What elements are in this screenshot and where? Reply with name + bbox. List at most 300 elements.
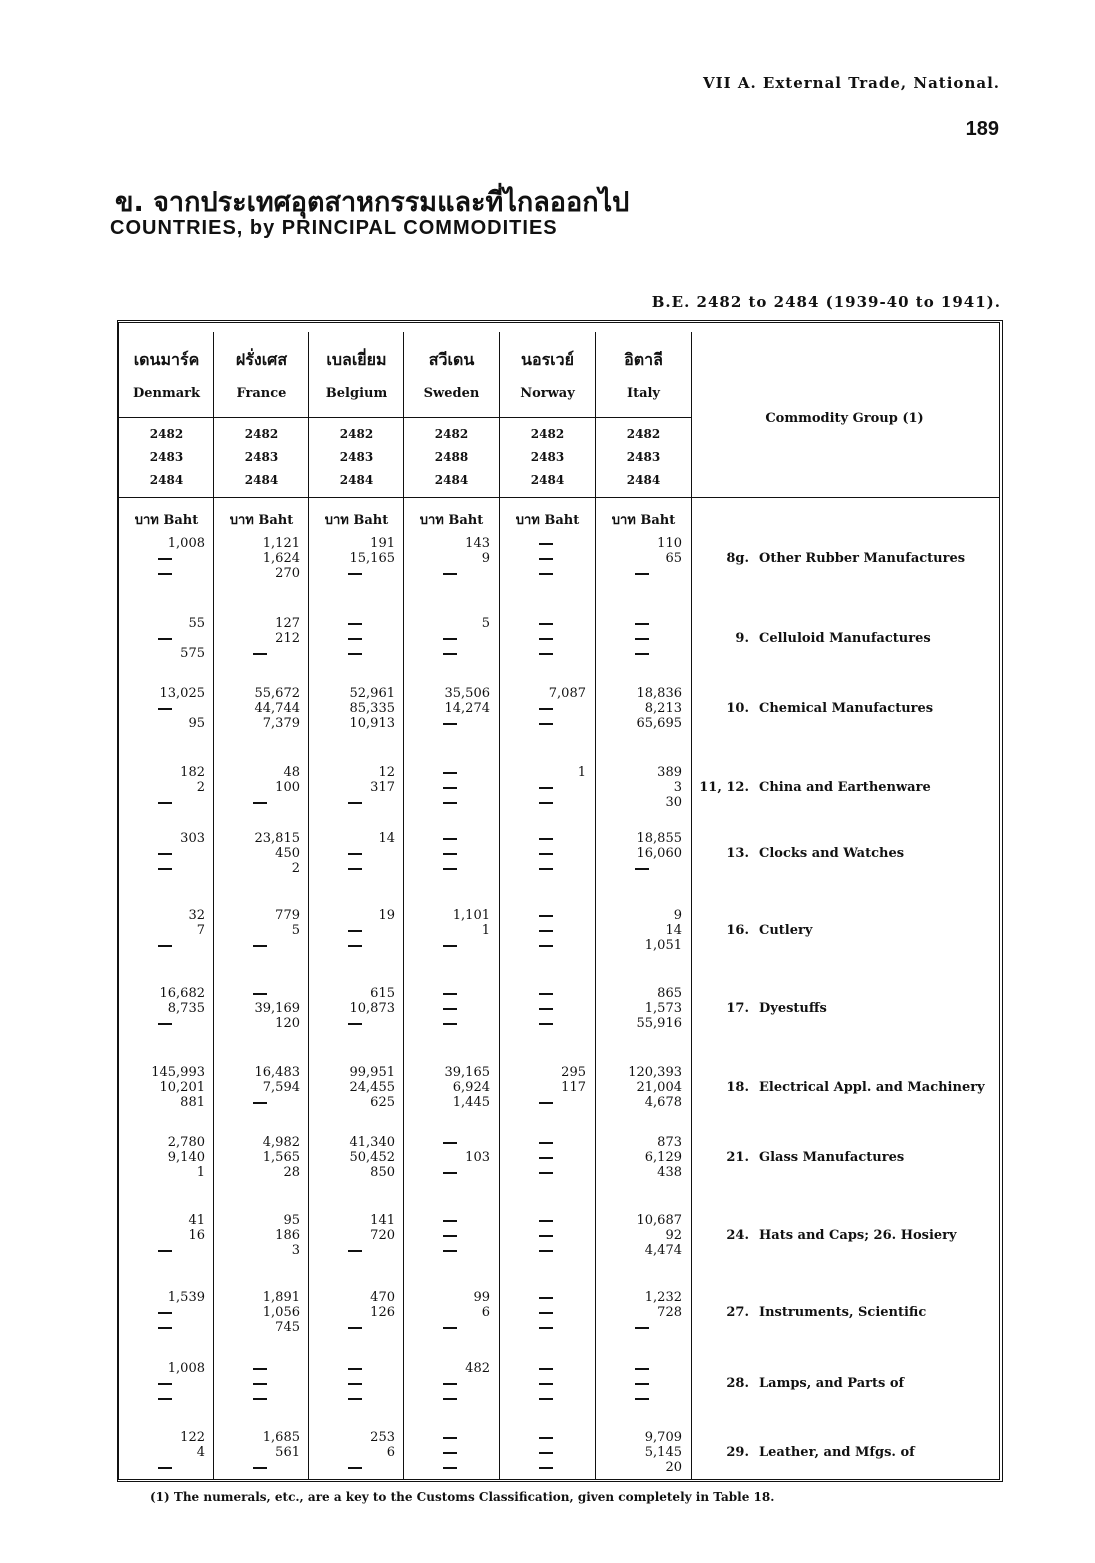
value-line: 303 [180,831,205,846]
value-line: 65,695 [636,716,682,731]
nil-dash [348,1398,362,1400]
value-line [504,566,588,581]
nil-dash [158,853,172,855]
year-label: 2482 [244,427,279,441]
value-line: 438 [657,1165,682,1180]
nil-dash [443,787,457,789]
value-cell [123,686,207,731]
nil-dash [348,945,362,947]
value-line [123,701,207,716]
value-cell [218,986,302,1031]
value-cell [600,1065,684,1110]
value-line: 615 [370,986,395,1001]
country-name-english: Norway [520,386,575,401]
nil-dash [443,1452,457,1454]
commodity-code: 8g. [726,551,749,566]
commodity-label [697,1150,904,1165]
value-line: 1,624 [262,551,300,566]
value-cell [218,686,302,731]
nil-dash [635,653,649,655]
commodity-code: 28. [726,1376,749,1391]
value-line: 253 [370,1430,395,1445]
nil-dash [443,993,457,995]
value-line [123,551,207,566]
commodity-label [697,1445,915,1460]
value-line: 317 [370,780,395,795]
nil-dash [158,802,172,804]
value-line: 389 [657,765,682,780]
commodity-label [697,780,931,795]
value-line: 1,121 [262,536,300,551]
value-line [504,1290,588,1305]
value-cell [504,1135,588,1180]
value-line: 4,982 [262,1135,300,1150]
value-line [504,1228,588,1243]
value-line [504,1150,588,1165]
value-cell [123,765,207,810]
value-line [408,1376,492,1391]
value-line [218,1460,302,1475]
value-cell [123,1135,207,1180]
value-cell [218,1290,302,1335]
nil-dash [158,1467,172,1469]
value-cell [504,616,588,661]
value-line: 55,916 [636,1016,682,1031]
nil-dash [539,945,553,947]
value-cell [408,616,492,661]
value-cell [218,908,302,953]
value-line: 103 [465,1150,490,1165]
nil-dash [539,653,553,655]
title-english: COUNTRIES, by PRINCIPAL COMMODITIES [110,217,558,239]
value-line: 41 [188,1213,205,1228]
nil-dash [635,1368,649,1370]
value-cell [408,1065,492,1110]
value-cell [313,765,397,810]
nil-dash [539,853,553,855]
value-line: 3 [673,780,682,795]
value-line [504,631,588,646]
value-cell [218,616,302,661]
value-cell [123,1430,207,1475]
value-line: 55 [188,616,205,631]
nil-dash [348,573,362,575]
title-thai: ข. จากประเทศอุตสาหกรรมและที่ไกลออกไป [115,187,630,218]
value-cell [408,536,492,581]
commodity-label [697,923,812,938]
value-line: 720 [370,1228,395,1243]
value-line [408,566,492,581]
commodity-code: 24. [726,1228,749,1243]
value-line: 450 [275,846,300,861]
value-cell [504,1290,588,1335]
nil-dash [539,573,553,575]
nil-dash [443,573,457,575]
nil-dash [539,1172,553,1174]
value-line [313,1243,397,1258]
value-line [408,1213,492,1228]
value-line [504,1391,588,1406]
year-label: 2482 [530,427,565,441]
nil-dash [348,930,362,932]
value-cell [600,986,684,1031]
value-line [504,1243,588,1258]
value-line: 110 [657,536,682,551]
nil-dash [539,1102,553,1104]
commodity-label [697,846,904,861]
value-line [313,861,397,876]
value-line [218,646,302,661]
value-line: 16 [188,1228,205,1243]
value-line [504,780,588,795]
value-line [313,1460,397,1475]
value-line [408,646,492,661]
year-label: 2482 [149,427,184,441]
value-line [218,1391,302,1406]
year-label: 2484 [530,473,565,487]
country-name-thai: เบลเยี่ยม [326,350,387,369]
value-cell [313,686,397,731]
value-line: 1,008 [167,1361,205,1376]
value-line: 1,685 [262,1430,300,1445]
value-line [313,923,397,938]
commodity-name: Hats and Caps; 26. Hosiery [759,1228,957,1243]
nil-dash [539,1467,553,1469]
nil-dash [253,1102,267,1104]
value-line: 270 [275,566,300,581]
nil-dash [158,558,172,560]
value-line [504,908,588,923]
nil-dash [348,638,362,640]
value-cell [123,536,207,581]
value-cell [408,765,492,810]
nil-dash [443,723,457,725]
value-line [504,1305,588,1320]
value-line [504,1376,588,1391]
nil-dash [158,1312,172,1314]
commodity-name: Lamps, and Parts of [759,1376,905,1391]
value-cell [600,686,684,731]
value-cell [408,986,492,1031]
nil-dash [348,1023,362,1025]
value-line: 143 [465,536,490,551]
value-line: 779 [275,908,300,923]
value-cell [313,1065,397,1110]
nil-dash [635,868,649,870]
value-line [123,846,207,861]
year-label: 2482 [626,427,661,441]
value-line [408,795,492,810]
value-line [408,1001,492,1016]
nil-dash [253,1368,267,1370]
value-line: 9,140 [167,1150,205,1165]
unit-label: บาท Baht [611,513,676,528]
value-line: 20 [665,1460,682,1475]
value-line: 99 [473,1290,490,1305]
country-name-thai: นอรเวย์ [521,350,574,369]
value-line: 482 [465,1361,490,1376]
value-line: 10,873 [349,1001,395,1016]
value-line: 8,735 [167,1001,205,1016]
nil-dash [539,802,553,804]
value-line: 9 [481,551,490,566]
value-line: 5 [291,923,300,938]
commodity-code: 10. [726,701,749,716]
value-line: 8,213 [644,701,682,716]
value-line [504,795,588,810]
value-line [408,1430,492,1445]
value-line [123,938,207,953]
nil-dash [348,653,362,655]
value-line [218,1361,302,1376]
commodity-name: Electrical Appl. and Machinery [759,1080,985,1095]
value-line [313,631,397,646]
value-cell [218,765,302,810]
value-line: 95 [283,1213,300,1228]
nil-dash [348,1383,362,1385]
nil-dash [253,945,267,947]
value-cell [123,1065,207,1110]
value-line: 7,379 [262,716,300,731]
value-line: 1,445 [452,1095,490,1110]
value-line: 2 [196,780,205,795]
value-cell [504,765,588,810]
nil-dash [443,772,457,774]
country-name-thai: สวีเดน [428,350,475,369]
value-line [504,861,588,876]
value-cell [313,1361,397,1406]
unit-label: บาท Baht [515,513,580,528]
value-line: 865 [657,986,682,1001]
value-line [600,1361,684,1376]
nil-dash [635,573,649,575]
nil-dash [253,1398,267,1400]
value-line: 39,169 [254,1001,300,1016]
value-line [408,846,492,861]
value-line: 14 [378,831,395,846]
nil-dash [539,1142,553,1144]
value-line: 18,855 [636,831,682,846]
value-line: 52,961 [349,686,395,701]
value-line: 9 [673,908,682,923]
commodity-code: 18. [726,1080,749,1095]
commodity-name: China and Earthenware [759,780,931,795]
value-cell [600,616,684,661]
value-line [600,1320,684,1335]
value-line: 41,340 [349,1135,395,1150]
value-cell [218,1135,302,1180]
nil-dash [635,1398,649,1400]
commodity-code: 21. [726,1150,749,1165]
value-line: 48 [283,765,300,780]
period-heading: B.E. 2482 to 2484 (1939-40 to 1941). [651,293,1001,311]
value-line: 470 [370,1290,395,1305]
value-line [600,631,684,646]
value-cell [408,908,492,953]
nil-dash [539,1452,553,1454]
year-label: 2484 [244,473,279,487]
value-line: 625 [370,1095,395,1110]
unit-label: บาท Baht [324,513,389,528]
value-cell [123,908,207,953]
commodity-code: 11, 12. [699,780,749,795]
nil-dash [539,638,553,640]
footnote: (1) The numerals, etc., are a key to the Customs Classification, given completely in Table 18. [150,1490,775,1504]
value-line: 1 [196,1165,205,1180]
value-line [218,986,302,1001]
value-line [123,1016,207,1031]
value-cell [504,536,588,581]
nil-dash [539,1220,553,1222]
commodity-code: 29. [726,1445,749,1460]
nil-dash [158,573,172,575]
value-cell [123,986,207,1031]
nil-dash [158,1023,172,1025]
unit-label: บาท Baht [134,513,199,528]
value-line: 7 [196,923,205,938]
value-line [408,1165,492,1180]
value-cell [600,1361,684,1406]
value-line [504,986,588,1001]
value-line [600,616,684,631]
value-line [313,1016,397,1031]
value-line: 44,744 [254,701,300,716]
value-line: 1 [577,765,586,780]
year-label: 2484 [339,473,374,487]
value-cell [504,1065,588,1110]
nil-dash [348,1327,362,1329]
value-line [408,631,492,646]
value-cell [600,536,684,581]
value-line [313,1320,397,1335]
commodity-name: Leather, and Mfgs. of [759,1445,915,1460]
nil-dash [539,868,553,870]
commodity-name: Dyestuffs [759,1001,827,1016]
value-line [313,795,397,810]
nil-dash [158,1327,172,1329]
nil-dash [539,1327,553,1329]
nil-dash [158,1250,172,1252]
nil-dash [158,638,172,640]
nil-dash [348,853,362,855]
nil-dash [443,638,457,640]
value-line: 295 [561,1065,586,1080]
value-line: 95 [188,716,205,731]
nil-dash [443,1220,457,1222]
value-line [313,566,397,581]
value-line: 850 [370,1165,395,1180]
value-line [504,1213,588,1228]
country-name-english: Belgium [325,386,388,401]
nil-dash [539,558,553,560]
nil-dash [253,1383,267,1385]
value-line: 24,455 [349,1080,395,1095]
value-cell [504,1430,588,1475]
year-label: 2483 [244,450,279,464]
value-line [504,831,588,846]
value-line [313,1376,397,1391]
nil-dash [443,868,457,870]
commodity-name: Chemical Manufactures [759,701,934,716]
value-line: 1,056 [262,1305,300,1320]
value-line [600,566,684,581]
value-cell [313,1430,397,1475]
commodity-label [697,701,933,716]
value-line: 117 [561,1080,586,1095]
value-line [123,861,207,876]
value-line: 120 [275,1016,300,1031]
value-line [504,536,588,551]
value-line [504,701,588,716]
value-cell [600,1290,684,1335]
value-line [504,1320,588,1335]
nil-dash [348,1368,362,1370]
value-line [408,861,492,876]
value-line: 12 [378,765,395,780]
value-line: 14 [665,923,682,938]
nil-dash [539,1008,553,1010]
value-line: 35,506 [444,686,490,701]
value-line [313,938,397,953]
value-cell [600,1213,684,1258]
value-line: 28 [283,1165,300,1180]
commodity-code: 27. [726,1305,749,1320]
value-line [600,1376,684,1391]
value-line: 182 [180,765,205,780]
commodity-label [697,1376,904,1391]
value-line: 212 [275,631,300,646]
value-cell [313,1213,397,1258]
value-line: 2,780 [167,1135,205,1150]
nil-dash [539,1312,553,1314]
value-line: 122 [180,1430,205,1445]
country-name-thai: อิตาลี [624,350,663,369]
value-line: 14,274 [444,701,490,716]
value-line: 19 [378,908,395,923]
value-line [408,716,492,731]
value-cell [600,908,684,953]
year-label: 2482 [434,427,469,441]
nil-dash [539,993,553,995]
value-line: 65 [665,551,682,566]
value-line [504,1165,588,1180]
value-cell [313,908,397,953]
value-line [123,631,207,646]
value-cell [313,1135,397,1180]
commodity-group-header: Commodity Group (1) [765,411,924,426]
value-cell [218,1213,302,1258]
value-line [313,1361,397,1376]
value-line [123,1305,207,1320]
nil-dash [539,1297,553,1299]
value-line: 13,025 [159,686,205,701]
nil-dash [635,638,649,640]
value-line: 92 [665,1228,682,1243]
nil-dash [443,1383,457,1385]
nil-dash [348,1250,362,1252]
value-cell [218,1065,302,1110]
commodity-label [697,631,931,646]
value-line: 10,687 [636,1213,682,1228]
value-line [408,1320,492,1335]
value-line: 21,004 [636,1080,682,1095]
value-line: 39,165 [444,1065,490,1080]
value-line: 3 [291,1243,300,1258]
value-line [123,566,207,581]
commodity-name: Celluloid Manufactures [759,631,931,646]
trade-table [117,320,1003,1482]
nil-dash [443,1023,457,1025]
